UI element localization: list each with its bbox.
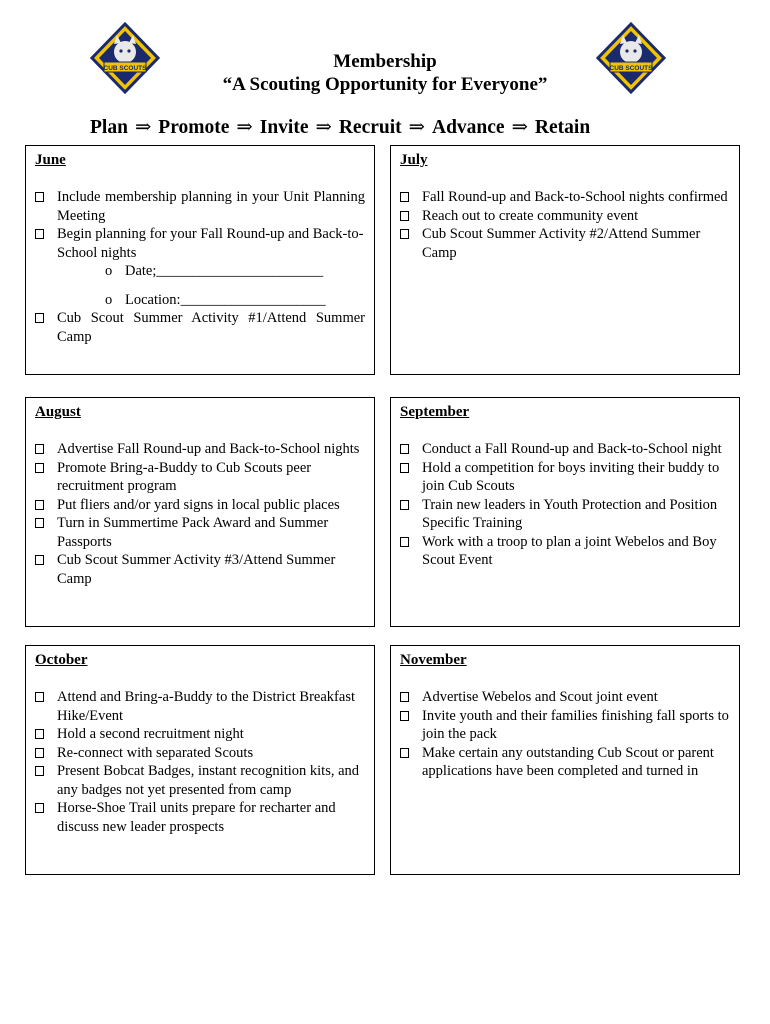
month-items <box>35 440 365 588</box>
month-heading: November <box>400 652 467 668</box>
month-items <box>35 688 365 836</box>
month-box-november <box>390 645 740 875</box>
month-items <box>400 688 730 781</box>
logo-text: CUB SCOUTS <box>609 65 653 72</box>
checkbox-icon <box>35 444 44 454</box>
step-label: Recruit <box>338 117 402 138</box>
checkbox-icon <box>400 748 409 758</box>
month-heading: September <box>400 404 470 420</box>
checkbox-icon <box>400 500 409 510</box>
checklist-item: Advertise Webelos and Scout joint event <box>400 688 730 707</box>
page-subtitle: “A Scouting Opportunity for Everyone” <box>222 74 548 95</box>
checklist-item: Work with a troop to plan a joint Webelos and Boy Scout Event <box>400 533 730 570</box>
checkbox-icon <box>35 518 44 528</box>
checkbox-icon <box>400 229 409 239</box>
month-items <box>35 188 365 346</box>
arrow-icon: ⇒ <box>315 117 332 138</box>
checklist-item: Advertise Fall Round-up and Back-to-School nights <box>35 440 365 459</box>
checklist-item: Cub Scout Summer Activity #3/Attend Summer Camp <box>35 551 365 588</box>
month-box-august <box>25 397 375 627</box>
step-label: Invite <box>259 117 309 138</box>
checkbox-icon <box>35 313 44 323</box>
checklist-item: Invite youth and their families finishing fall sports to join the pack <box>400 707 730 744</box>
arrow-icon: ⇒ <box>236 117 253 138</box>
checklist-item: Hold a second recruitment night <box>35 725 365 744</box>
sub-bullet: o <box>105 291 113 308</box>
checklist-item: Hold a competition for boys inviting their buddy to join Cub Scouts <box>400 459 730 496</box>
arrow-icon: ⇒ <box>511 117 528 138</box>
month-box-july <box>390 145 740 375</box>
checklist-item: Reach out to create community event <box>400 207 730 226</box>
sub-item: o Location:____________________ <box>105 291 326 308</box>
checklist-item: Train new leaders in Youth Protection and Position Specific Training <box>400 496 730 533</box>
checklist-item: Conduct a Fall Round-up and Back-to-School night <box>400 440 730 459</box>
checklist-item: Present Bobcat Badges, instant recognition kits, and any badges not yet presented from camp <box>35 762 365 799</box>
sub-item: o Date;_______________________ <box>105 263 324 279</box>
title-block <box>0 50 770 96</box>
arrow-icon: ⇒ <box>408 117 425 138</box>
page-title: Membership <box>333 51 437 72</box>
arrow-icon: ⇒ <box>134 117 152 138</box>
checklist-item: Promote Bring-a-Buddy to Cub Scouts peer recruitment program <box>35 459 365 496</box>
checklist-item: Make certain any outstanding Cub Scout or parent applications have been completed and turned in <box>400 744 730 781</box>
checkbox-icon <box>400 692 409 702</box>
month-heading: August <box>35 404 81 420</box>
step-label: Promote <box>158 117 230 138</box>
checkbox-icon <box>35 748 44 758</box>
month-box-june <box>25 145 375 375</box>
membership-steps <box>90 115 650 139</box>
month-items <box>400 188 730 262</box>
checkbox-icon <box>35 766 44 776</box>
step-label: Advance <box>431 117 505 138</box>
checkbox-icon <box>35 692 44 702</box>
step-label: Plan <box>90 117 128 138</box>
checklist-item: Cub Scout Summer Activity #1/Attend Summer Camp <box>35 309 365 346</box>
checkbox-icon <box>35 500 44 510</box>
checkbox-icon <box>400 537 409 547</box>
checklist-item: Fall Round-up and Back-to-School nights confirmed <box>400 188 730 207</box>
month-heading: June <box>35 152 66 168</box>
checklist-item: Begin planning for your Fall Round-up and Back-to-School nights <box>35 225 365 262</box>
month-items <box>400 440 730 570</box>
sub-bullet: o <box>105 263 113 279</box>
checklist-item: Re-connect with separated Scouts <box>35 744 365 763</box>
checklist-item: Cub Scout Summer Activity #2/Attend Summer Camp <box>400 225 730 262</box>
checkbox-icon <box>400 463 409 473</box>
checkbox-icon <box>35 729 44 739</box>
month-heading: July <box>400 152 428 168</box>
checkbox-icon <box>400 444 409 454</box>
logo-text: CUB SCOUTS <box>103 65 147 72</box>
checkbox-icon <box>400 192 409 202</box>
checkbox-icon <box>400 211 409 221</box>
checklist-item: Put fliers and/or yard signs in local public places <box>35 496 365 515</box>
month-box-october <box>25 645 375 875</box>
month-heading: October <box>35 652 88 668</box>
checklist-item: Horse-Shoe Trail units prepare for recharter and discuss new leader prospects <box>35 799 365 836</box>
checkbox-icon <box>35 803 44 813</box>
checklist-item: Include membership planning in your Unit Planning Meeting <box>35 188 365 225</box>
checklist-item: Attend and Bring-a-Buddy to the District Breakfast Hike/Event <box>35 688 365 725</box>
checkbox-icon <box>35 463 44 473</box>
checkbox-icon <box>35 192 44 202</box>
checkbox-icon <box>35 229 44 239</box>
checklist-item: Turn in Summertime Pack Award and Summer Passports <box>35 514 365 551</box>
checkbox-icon <box>400 711 409 721</box>
step-label: Retain <box>534 117 591 138</box>
month-box-september <box>390 397 740 627</box>
checkbox-icon <box>35 555 44 565</box>
